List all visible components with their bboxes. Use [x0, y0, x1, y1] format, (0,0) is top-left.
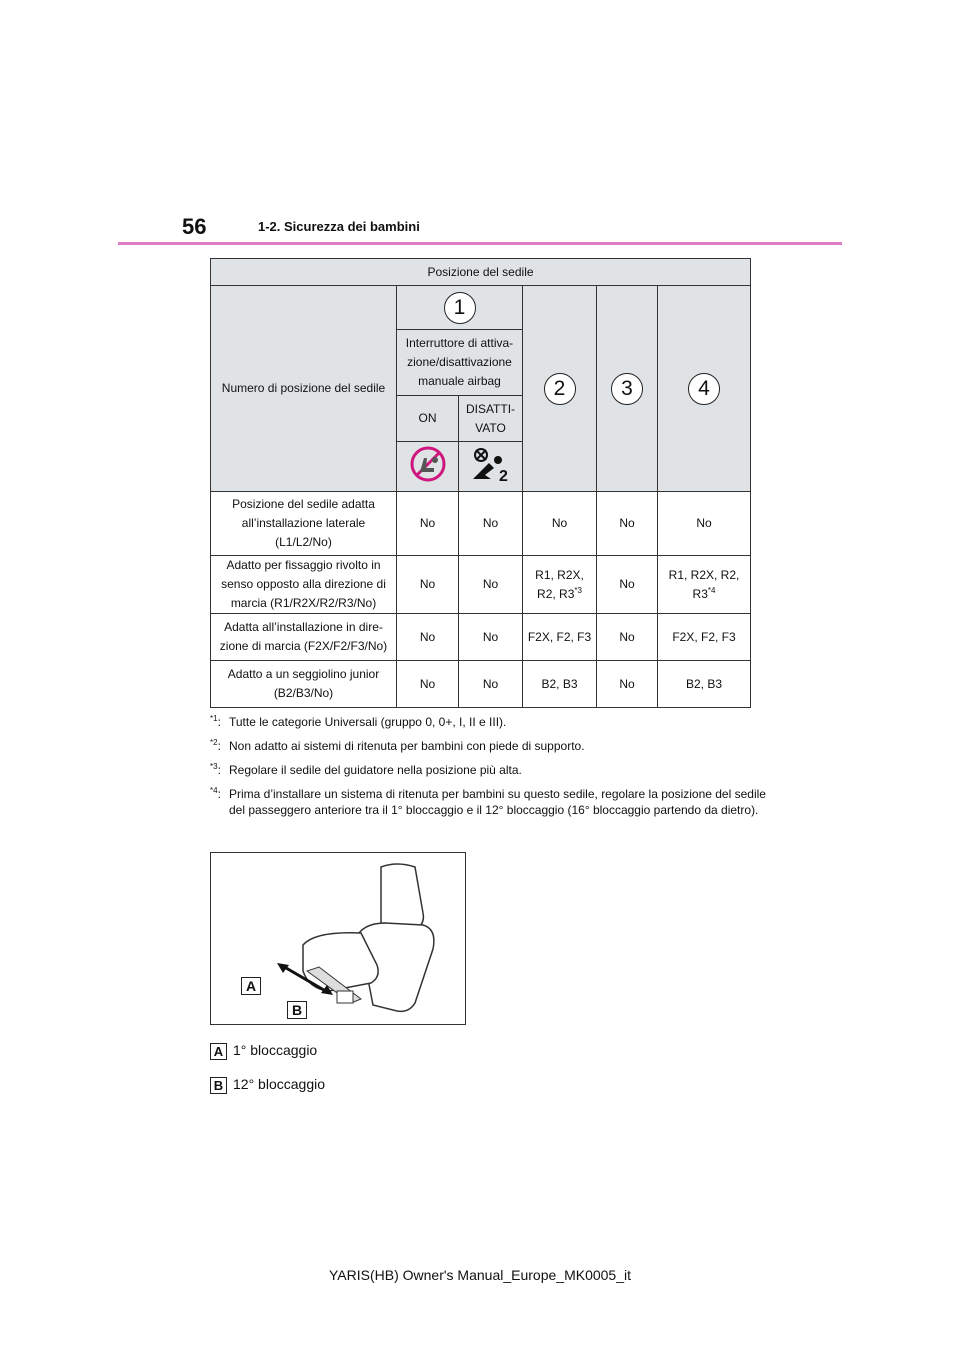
- table-cell: [459, 492, 523, 556]
- footnote-mark: $^{*1}$:: [210, 714, 221, 729]
- cell-value: No: [696, 516, 712, 530]
- table-cell: [597, 492, 658, 556]
- seat-3-badge: 3: [611, 373, 643, 405]
- table-cell: [397, 492, 459, 556]
- cell-value: No: [482, 676, 499, 691]
- footnote: [210, 738, 770, 754]
- footnote-mark: $^{*3}$:: [210, 762, 221, 777]
- figure-label-b: B: [287, 1001, 307, 1019]
- figure-label-a: A: [241, 977, 261, 995]
- cell-value: B2, B3: [685, 676, 723, 691]
- table-cell: [658, 492, 751, 556]
- table-row: [211, 492, 751, 556]
- cell-footnote-ref: *3: [574, 585, 582, 595]
- cell-value: No: [419, 629, 436, 644]
- legend-item-a: [210, 1042, 317, 1060]
- header-divider: [118, 242, 842, 245]
- footnote-text: Prima d’installare un sistema di ritenuta per bambini su questo sedile, regolare la posizione del sedile del passeggero anteriore tra il 1° bloccaggio e il 12° bloccaggio (16° bloccaggio partendo da dietro).: [229, 787, 766, 817]
- row-label: Adatta all’installazione in dire-zione di marcia (F2X/F2/F3/No): [211, 614, 397, 661]
- table-cell: [523, 492, 597, 556]
- seat-number-2: [523, 286, 597, 492]
- row-header-label: Numero di posizione del sedile: [211, 286, 397, 492]
- legend-key-b: B: [210, 1077, 227, 1094]
- footnote-text: Tutte le categorie Universali (gruppo 0, 0+, I, II e III).: [229, 715, 507, 729]
- legend-key-a: A: [210, 1043, 227, 1060]
- table-cell: [658, 661, 751, 708]
- row-label: Adatto a un seggiolino junior (B2/B3/No): [211, 661, 397, 708]
- footnote-mark: $^{*2}$:: [210, 738, 221, 753]
- cell-value: F2X, F2, F3: [527, 629, 592, 644]
- airbag-on-icon: [397, 442, 459, 492]
- table-cell: [459, 556, 523, 614]
- footnote: [210, 714, 770, 730]
- switch-off-label: DISATTI-VATO: [459, 396, 523, 442]
- footnote-mark: $^{*4}$:: [210, 786, 221, 801]
- cell-value: No: [619, 676, 635, 691]
- svg-text:2: 2: [498, 467, 508, 483]
- footnote-text: Non adatto ai sistemi di ritenuta per bambini con piede di supporto.: [229, 739, 585, 753]
- table-cell: [523, 556, 597, 614]
- table-cell: [397, 614, 459, 661]
- table-cell: [658, 556, 751, 614]
- cell-footnote-ref: *4: [707, 585, 716, 595]
- cell-value: No: [551, 516, 568, 530]
- table-cell: [459, 614, 523, 661]
- seat-number-3: [597, 286, 658, 492]
- switch-on-label: ON: [397, 396, 459, 442]
- cell-value: No: [619, 629, 635, 644]
- seat-4-badge: 4: [688, 373, 720, 405]
- footnotes: [210, 714, 770, 826]
- cell-value: B2, B3: [541, 676, 578, 691]
- seat-number-1: [397, 286, 523, 330]
- row-label: Posizione del sedile adatta all’installazione laterale (L1/L2/No): [211, 492, 397, 556]
- page-footer: YARIS(HB) Owner's Manual_Europe_MK0005_it: [329, 1267, 631, 1283]
- seat-number-4: [658, 286, 751, 492]
- table-cell: [597, 661, 658, 708]
- table-row: [211, 614, 751, 661]
- seat-2-badge: 2: [544, 373, 576, 405]
- cell-value: No: [419, 676, 436, 691]
- table-cell: [459, 661, 523, 708]
- seat-position-table: [210, 258, 751, 708]
- table-top-header: Posizione del sedile: [211, 259, 751, 286]
- cell-value: No: [482, 629, 499, 644]
- legend-item-b: [210, 1076, 325, 1094]
- table-cell: [397, 661, 459, 708]
- footnote-text: Regolare il sedile del guidatore nella posizione più alta.: [229, 763, 522, 777]
- table-cell: [597, 614, 658, 661]
- section-title: 1-2. Sicurezza dei bambini: [258, 219, 420, 234]
- table-row: [211, 556, 751, 614]
- cell-value: No: [482, 516, 499, 530]
- table-cell: [658, 614, 751, 661]
- cell-value: F2X, F2, F3: [672, 629, 736, 644]
- table-row: [211, 661, 751, 708]
- table-cell: [523, 614, 597, 661]
- table-cell: [397, 556, 459, 614]
- cell-value: No: [482, 577, 499, 591]
- legend-text-a: 1° bloccaggio: [233, 1042, 318, 1058]
- footnote: [210, 762, 770, 778]
- legend-text-b: 12° bloccaggio: [233, 1076, 325, 1092]
- table-cell: [523, 661, 597, 708]
- cell-value: No: [419, 516, 436, 530]
- footnote: [210, 786, 770, 818]
- cell-value: No: [619, 516, 635, 530]
- cell-value: R1, R2X, R2, R3: [535, 567, 584, 601]
- seat-illustration: [210, 852, 466, 1025]
- seat-1-badge: 1: [444, 292, 476, 324]
- table-cell: [597, 556, 658, 614]
- page-number: 56: [182, 214, 207, 239]
- cell-value: No: [619, 577, 635, 591]
- cell-value: R1, R2X, R2, R3: [668, 567, 740, 601]
- row-label: Adatto per fissaggio rivolto in senso opposto alla direzione di marcia (R1/R2X/R2/R3/No): [211, 556, 397, 614]
- airbag-off-icon: [459, 442, 523, 492]
- airbag-switch-label: Interruttore di attiva-zione/disattivazione manuale airbag: [397, 330, 523, 396]
- cell-value: No: [419, 577, 436, 591]
